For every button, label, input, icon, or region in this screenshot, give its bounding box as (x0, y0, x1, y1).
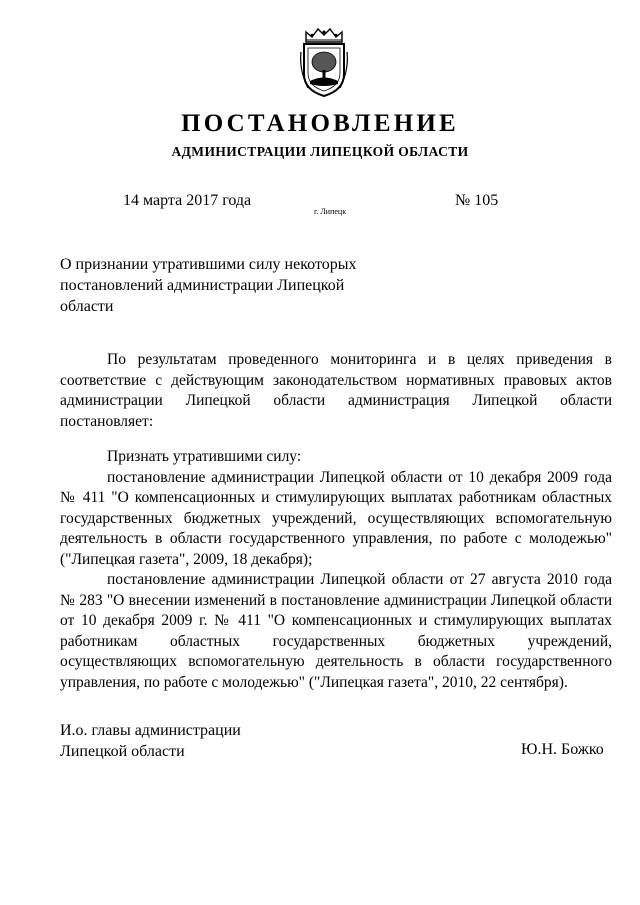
body-paragraph: постановление администрации Липецкой области от 27 августа 2010 года № 283 "О внесении изменений в постановление администрации Липецкой области от 10 декабря 2009 г. № 411 "О компенсационных и стимулирующих выплатах работникам областных государственных бюджетных учреждений, осуществляющих вспомогательную деятельность в области государственного управления, по работе с молодежью" ("Липецкая газета", 2010, 22 сентября). (60, 571, 612, 691)
document-date: 14 марта 2017 года (123, 192, 252, 209)
document-body (60, 350, 612, 693)
subject-line: постановлений администрации Липецкой (60, 277, 345, 294)
document-subject (60, 254, 380, 317)
document-title: ПОСТАНОВЛЕНИЕ (181, 110, 459, 137)
body-paragraph: постановление администрации Липецкой области от 10 декабря 2009 года № 411 "О компенсационных и стимулирующих выплатах работникам областных государственных бюджетных учреждений, осуществляющих вспомогательную деятельность в области государственного управления, по работе с молодежью" ("Липецкая газета", 2009, 18 декабря); (60, 468, 612, 568)
signatory-name: Ю.Н. Божко (521, 741, 604, 758)
issuer-subtitle: АДМИНИСТРАЦИИ ЛИПЕЦКОЙ ОБЛАСТИ (171, 144, 469, 159)
subject-line: области (60, 298, 114, 315)
signatory-position-line: Липецкой области (60, 743, 185, 760)
document-city: г. Липецк (314, 207, 347, 216)
document-number: № 105 (455, 192, 499, 209)
lipetsk-coat-of-arms-icon (298, 26, 350, 98)
body-paragraph: Признать утратившими силу: (107, 448, 302, 465)
signatory-position-line: И.о. главы администрации (60, 722, 241, 739)
signatory-position (60, 720, 241, 762)
body-paragraph: По результатам проведенного мониторинга и в целях приведения в соответствие с действующим законодательством нормативных правовых актов администрации Липецкой области администрация Липецкой области постановляет: (60, 351, 612, 430)
subject-line: О признании утратившими силу некоторых (60, 256, 357, 273)
